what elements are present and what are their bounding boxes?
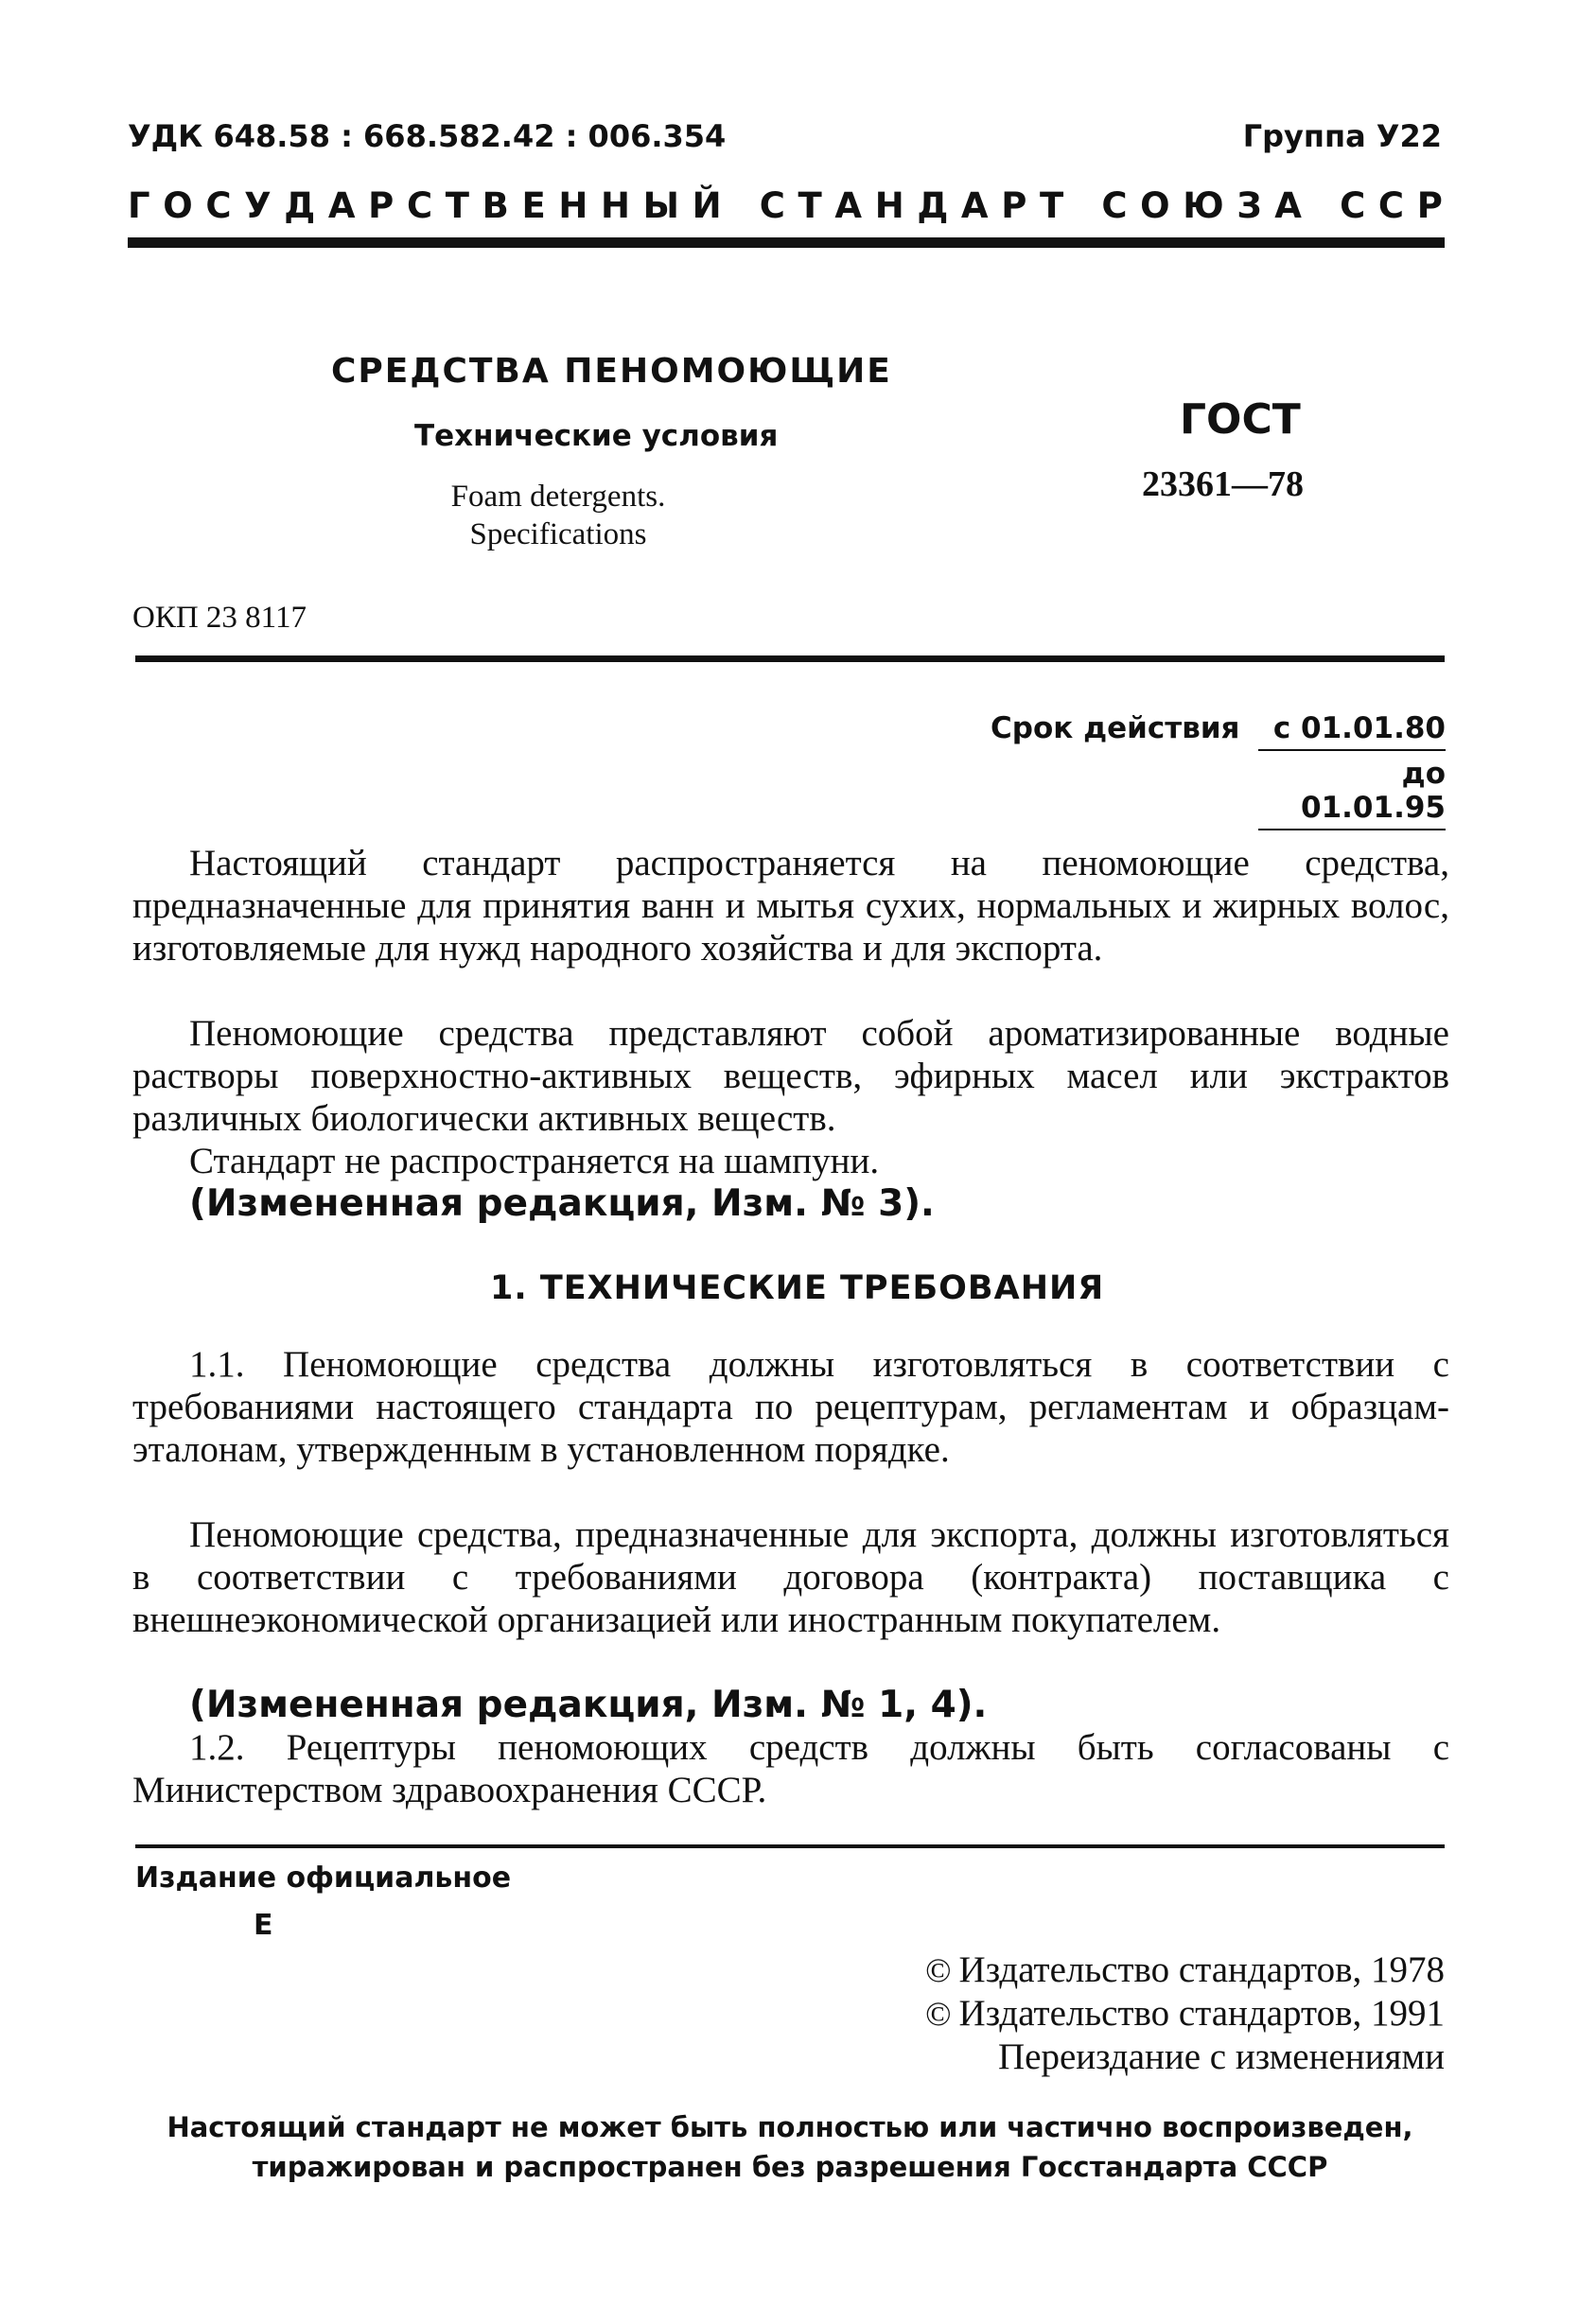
header-rule [128,237,1445,248]
okp-code: ОКП 23 8117 [132,601,307,635]
reissue-note: Переиздание с изменениями [998,2036,1445,2077]
state-heading-letter: Р [368,185,395,226]
edition-letter: Е [254,1909,273,1942]
copyright-1991 [925,1992,1445,2035]
paragraph-definition: Пеномоющие средства представляют собой ароматизированные водные растворы поверхностно-активных веществ, эфирных масел или экстрактов различных биологически активных веществ. [132,1013,1449,1139]
legal-notice [132,2107,1447,2187]
state-heading-letter: О [163,185,193,226]
paragraph-1-1: 1.1. Пеномоющие средства должны изготовляться в соответствии с требованиями настоящего стандарта по рецептурам, регламентам и образцам-эталонам, утвержденным в установленном порядке. [132,1344,1449,1470]
state-heading-letter: А [327,185,356,226]
state-heading-letter [1077,185,1089,226]
state-heading-letter: А [1274,185,1302,226]
english-title-line-2: Specifications [469,517,647,551]
state-heading-letter: С [759,185,785,226]
legal-notice-line-1: Настоящий стандарт не может быть полностью или частично воспроизведен, [167,2111,1413,2143]
state-heading-letter: Р [1001,185,1027,226]
state-heading-letter: С [1340,185,1366,226]
state-heading-letter: Й [692,185,722,226]
group-code: Группа У22 [1242,118,1442,154]
udk-code: УДК 648.58 : 668.582.42 : 006.354 [128,118,727,154]
state-heading-letter: А [834,185,863,226]
state-heading-letter: Р [1416,185,1443,226]
paragraph-exclusion: Стандарт не распространяется на шампуни. [189,1141,880,1181]
state-heading-letter: С [205,185,232,226]
state-heading-letter: Т [445,185,469,226]
state-heading-letter: С [1101,185,1128,226]
validity-label: Срок действия [991,711,1240,745]
valid-from-date: с 01.01.80 [1258,711,1446,751]
paragraph-export: Пеномоющие средства, предназначенные для экспорта, должны изготовляться в соответствии с требованиями договора (контракта) поставщика с внешнеэкономической организацией или иностранным покупателем. [132,1514,1449,1640]
english-title-line-1: Foam detergents. [450,480,666,514]
gost-number: 23361—78 [1142,464,1304,504]
paragraph-1-2: 1.2. Рецептуры пеномоющих средств должны быть согласованы с Министерством здравоохранения СССР. [132,1727,1449,1810]
state-heading-letter: Ю [1183,185,1224,226]
state-heading-letter: Г [128,185,150,226]
edition-label: Издание официальное [135,1861,512,1895]
title-rule [135,655,1445,662]
state-heading-letter: Е [521,185,546,226]
state-heading-letter: У [244,185,272,226]
state-heading-letter: С [1377,185,1405,226]
paragraph-scope: Настоящий стандарт распространяется на пеномоющие средства, предназначенные для принятия ванн и мытья сухих, нормальных и жирных волос, изготовляемые для нужд народного хозяйства и для экспорта. [132,843,1449,969]
copyright-text-1991: Издательство стандартов, 1991 [958,1993,1445,2034]
state-heading-letter [734,185,746,226]
copyright-icon: © [925,1951,952,1989]
state-heading-letter: Н [601,185,630,226]
state-heading-letter: Т [1039,185,1064,226]
state-heading-letter: Н [874,185,904,226]
valid-to-date: до 01.01.95 [1258,757,1446,830]
state-heading-letter: Н [558,185,588,226]
state-heading-letter: Ы [642,185,679,226]
state-heading-letter: С [406,185,433,226]
state-heading-letter: Д [284,185,316,226]
amendment-note-2: (Измененная редакция, Изм. № 1, 4). [189,1684,988,1726]
footer-rule [135,1844,1445,1848]
english-title [378,478,738,553]
state-heading-letter [1315,185,1327,226]
amendment-note-1: (Измененная редакция, Изм. № 3). [189,1182,935,1225]
state-heading-letter: Т [798,185,822,226]
gost-label: ГОСТ [1180,395,1301,444]
state-heading-letter: О [1140,185,1170,226]
state-heading-letter: Д [917,185,949,226]
state-heading-letter: З [1236,185,1262,226]
section-heading: 1. ТЕХНИЧЕСКИЕ ТРЕБОВАНИЯ [490,1269,1105,1307]
state-standard-heading [128,185,1443,226]
copyright-text-1978: Издательство стандартов, 1978 [958,1949,1445,1990]
state-heading-letter: В [482,185,509,226]
document-subtitle: Технические условия [414,419,779,453]
copyright-1978 [925,1948,1445,1991]
legal-notice-line-2: тиражирован и распространен без разрешения Госстандарта СССР [252,2151,1328,2183]
document-title: СРЕДСТВА ПЕНОМОЮЩИЕ [331,352,892,391]
state-heading-letter: А [960,185,989,226]
copyright-icon: © [925,1995,952,2033]
